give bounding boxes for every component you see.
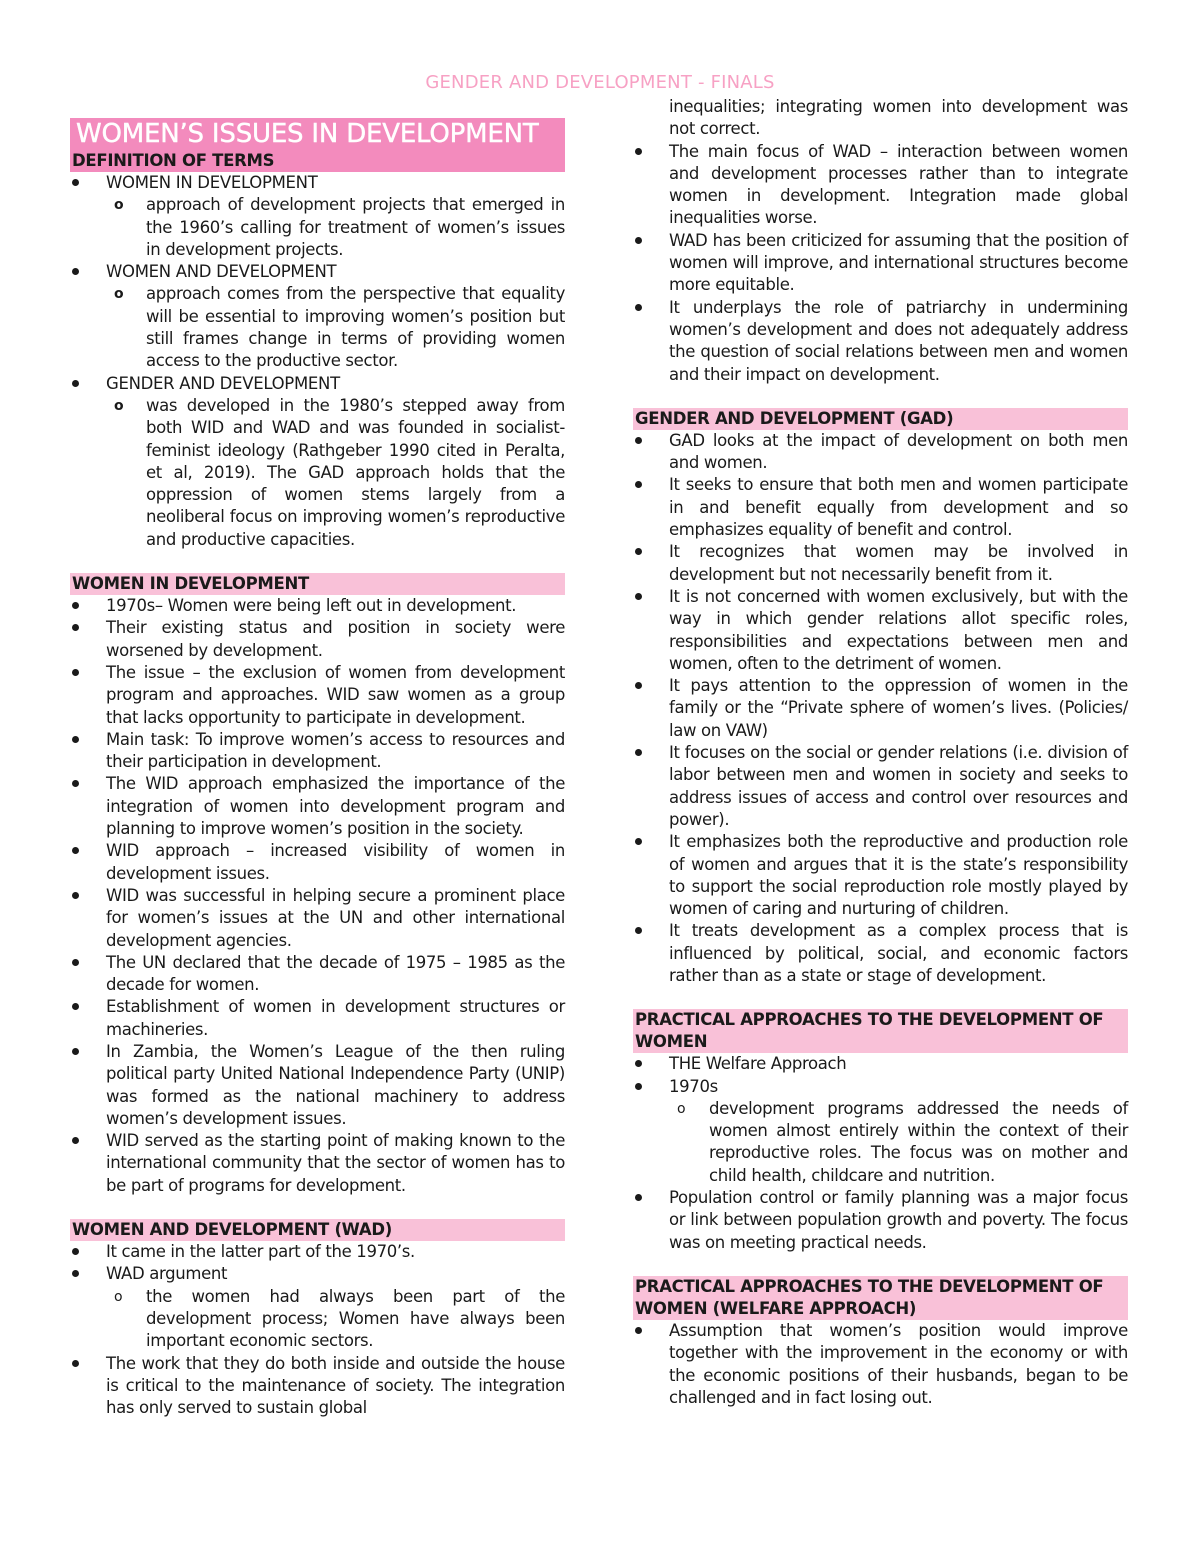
bullet-icon <box>72 892 79 899</box>
list-item <box>70 1353 565 1420</box>
list-item-text: It is not concerned with women exclusively, but with the way in which gender relations allot specific roles, responsibilities and expectations between men and women, often to the detriment of women. <box>669 586 1128 673</box>
list-item <box>633 742 1128 831</box>
definition-detail <box>106 283 565 372</box>
list-item <box>633 230 1128 297</box>
list-item-text: Establishment of women in development structures or machineries. <box>106 997 565 1039</box>
list-item <box>70 1241 565 1263</box>
wad-continued-list <box>633 141 1128 386</box>
bullet-icon <box>635 437 642 444</box>
definition-detail <box>106 194 565 261</box>
left-column <box>70 118 565 1419</box>
wad-continued-section <box>633 96 1128 386</box>
list-item-text: 1970s– Women were being left out in development. <box>106 596 517 616</box>
list-item-text: 1970s <box>669 1076 718 1096</box>
list-item <box>70 996 565 1041</box>
list-item <box>633 430 1128 475</box>
bullet-icon <box>72 1003 79 1010</box>
bullet-icon <box>635 593 642 600</box>
list-item <box>70 952 565 997</box>
bullet-icon <box>72 669 79 676</box>
list-item <box>633 831 1128 920</box>
bullet-icon <box>635 927 642 934</box>
sub-bullet-icon: o <box>114 397 124 414</box>
bullet-icon <box>72 1248 79 1255</box>
wad-section <box>70 1219 565 1419</box>
gad-list <box>633 430 1128 987</box>
bullet-icon <box>635 682 642 689</box>
list-item <box>70 773 565 840</box>
list-item-text: Their existing status and position in society were worsened by development. <box>106 618 565 660</box>
sub-list-item <box>106 1286 565 1353</box>
practical-heading: PRACTICAL APPROACHES TO THE DEVELOPMENT OF WOMEN <box>633 1009 1128 1053</box>
definition-term: WOMEN IN DEVELOPMENT <box>106 173 318 192</box>
sub-list-item-text: development programs addressed the needs of women almost entirely within the context of their reproductive roles. The focus was on mother and child health, childcare and nutrition. <box>709 1098 1128 1185</box>
list-item <box>633 297 1128 386</box>
wid-list <box>70 595 565 1197</box>
list-item <box>70 662 565 729</box>
list-item-text: The WID approach emphasized the importance of the integration of women into development program and planning to improve women’s position in the society. <box>106 774 565 839</box>
gad-heading: GENDER AND DEVELOPMENT (GAD) <box>633 408 1128 430</box>
page-header: GENDER AND DEVELOPMENT - FINALS <box>425 72 775 93</box>
list-item-text: WID approach – increased visibility of women in development issues. <box>106 841 565 883</box>
bullet-icon <box>635 749 642 756</box>
list-item-text: It came in the latter part of the 1970’s. <box>106 1242 415 1262</box>
sub-list-item <box>669 1098 1128 1187</box>
welfare-heading: PRACTICAL APPROACHES TO THE DEVELOPMENT OF WOMEN (WELFARE APPROACH) <box>633 1276 1128 1320</box>
bullet-icon <box>635 481 642 488</box>
gad-section <box>633 408 1128 987</box>
wid-section <box>70 573 565 1197</box>
list-item-text: The main focus of WAD – interaction between women and development processes rather than to integrate women in development. Integration made global inequalities worse. <box>669 141 1128 228</box>
continued-text: inequalities; integrating women into development was not correct. <box>669 97 1128 139</box>
welfare-list <box>633 1320 1128 1409</box>
list-item <box>70 617 565 662</box>
list-item <box>70 729 565 774</box>
definition-term: GENDER AND DEVELOPMENT <box>106 373 340 393</box>
bullet-icon <box>635 838 642 845</box>
list-item <box>633 586 1128 675</box>
bullet-icon <box>72 602 79 609</box>
bullet-icon <box>72 380 79 387</box>
sub-bullet-icon: o <box>114 1288 123 1305</box>
sub-bullet-icon: o <box>114 286 124 303</box>
list-item-text: It recognizes that women may be involved in development but not necessarily benefit from it. <box>669 542 1128 584</box>
bullet-icon <box>635 1060 642 1067</box>
definition-item <box>70 373 565 551</box>
right-column <box>633 96 1128 1409</box>
list-item <box>633 675 1128 742</box>
list-item-text: It seeks to ensure that both men and women participate in and benefit equally from development and so emphasizes equality of benefit and control. <box>669 475 1128 540</box>
list-item-text: It pays attention to the oppression of women in the family or the “Private sphere of women’s lives. (Policies/ law on VAW) <box>669 676 1128 740</box>
definitions-list <box>70 172 565 551</box>
list-item-text: THE Welfare Approach <box>669 1054 847 1074</box>
list-item-text: GAD looks at the impact of development on both men and women. <box>669 430 1128 473</box>
bullet-icon <box>635 148 642 155</box>
bullet-icon <box>635 304 642 311</box>
bullet-icon <box>72 959 79 966</box>
sub-bullet-icon: o <box>677 1100 686 1117</box>
definition-item <box>70 261 565 372</box>
bullet-icon <box>635 1327 642 1334</box>
list-item-text: It underplays the role of patriarchy in undermining women’s development and does not adequately address the question of social relations between men and women and their impact on development. <box>669 297 1128 384</box>
list-item-text: Population control or family planning was a major focus or link between population growth and poverty. The focus was on meeting practical needs. <box>669 1188 1128 1252</box>
list-item <box>633 541 1128 586</box>
list-item-text: WID served as the starting point of making known to the international community that the sector of women has to be part of programs for development. <box>106 1131 565 1195</box>
list-item <box>70 840 565 885</box>
definition-heading: DEFINITION OF TERMS <box>70 150 565 172</box>
list-item <box>633 920 1128 987</box>
list-item <box>70 1041 565 1130</box>
bullet-icon <box>72 1048 79 1055</box>
list-item <box>633 1076 1128 1187</box>
bullet-icon <box>635 1083 642 1090</box>
list-item-text: It emphasizes both the reproductive and production role of women and argues that it is the state’s responsibility to support the social reproduction role mostly played by women of caring and nurturing of children. <box>669 832 1128 919</box>
definition-item <box>70 172 565 261</box>
bullet-icon <box>72 179 79 186</box>
welfare-section <box>633 1276 1128 1409</box>
list-item-text: WID was successful in helping secure a prominent place for women’s issues at the UN and other international development agencies. <box>106 885 565 950</box>
list-item-text: The UN declared that the decade of 1975 – 1985 as the decade for women. <box>106 952 565 995</box>
list-item-text: WAD argument <box>106 1264 228 1284</box>
list-item <box>633 1053 1128 1075</box>
bullet-icon <box>72 736 79 743</box>
document-title: WOMEN’S ISSUES IN DEVELOPMENT <box>70 118 565 150</box>
definition-text: approach comes from the perspective that equality will be essential to improving women’s position but still frames change in terms of providing women access to the productive sector. <box>146 284 565 371</box>
list-item-text: Main task: To improve women’s access to resources and their participation in development. <box>106 729 565 772</box>
list-item-text: It focuses on the social or gender relations (i.e. division of labor between men and women in society and seeks to address issues of access and control over resources and power). <box>669 743 1128 829</box>
definition-detail <box>106 395 565 551</box>
sub-bullet-icon: o <box>114 197 124 214</box>
practical-section <box>633 1009 1128 1254</box>
wad-list <box>70 1241 565 1419</box>
bullet-icon <box>72 1137 79 1144</box>
list-item <box>633 474 1128 541</box>
list-item <box>70 885 565 952</box>
wad-heading: WOMEN AND DEVELOPMENT (WAD) <box>70 1219 565 1241</box>
list-item-text: Assumption that women’s position would improve together with the improvement in the economy or with the economic positions of their husbands, began to be challenged and in fact losing out. <box>669 1320 1128 1407</box>
sub-list-item-text: the women had always been part of the development process; Women have always been important economic sectors. <box>146 1286 565 1351</box>
bullet-icon <box>72 624 79 631</box>
definition-term: WOMEN AND DEVELOPMENT <box>106 262 337 282</box>
definition-text: was developed in the 1980’s stepped away from both WID and WAD and was founded in socialist-feminist ideology (Rathgeber 1990 cited in Peralta, et al, 2019). The GAD approach holds that the oppression of women stems largely from a neoliberal focus on improving women’s reproductive and productive capacities. <box>146 395 565 549</box>
list-item <box>70 1130 565 1197</box>
list-item <box>70 1263 565 1352</box>
bullet-icon <box>72 847 79 854</box>
bullet-icon <box>635 548 642 555</box>
bullet-icon <box>635 1194 642 1201</box>
bullet-icon <box>72 1270 79 1277</box>
wid-heading: WOMEN IN DEVELOPMENT <box>70 573 565 595</box>
list-item <box>633 1187 1128 1254</box>
list-item-text: In Zambia, the Women’s League of the then ruling political party United National Independence Party (UNIP) was formed as the national machinery to address women’s development issues. <box>106 1041 565 1128</box>
list-item-text: The work that they do both inside and outside the house is critical to the maintenance of society. The integration has only served to sustain global <box>106 1353 565 1418</box>
bullet-icon <box>72 1360 79 1367</box>
definition-text: approach of development projects that emerged in the 1960’s calling for treatment of women’s issues in development projects. <box>146 195 565 259</box>
bullet-icon <box>72 268 79 275</box>
list-item-text: It treats development as a complex process that is influenced by political, social, and economic factors rather than as a state or stage of development. <box>669 921 1128 985</box>
list-item <box>633 1320 1128 1409</box>
bullet-icon <box>72 780 79 787</box>
practical-list <box>633 1053 1128 1254</box>
list-item <box>70 595 565 617</box>
list-item <box>633 141 1128 230</box>
list-item-text: WAD has been criticized for assuming that the position of women will improve, and international structures become more equitable. <box>669 230 1128 295</box>
list-item-text: The issue – the exclusion of women from development program and approaches. WID saw women as a group that lacks opportunity to participate in development. <box>106 662 565 727</box>
bullet-icon <box>635 237 642 244</box>
